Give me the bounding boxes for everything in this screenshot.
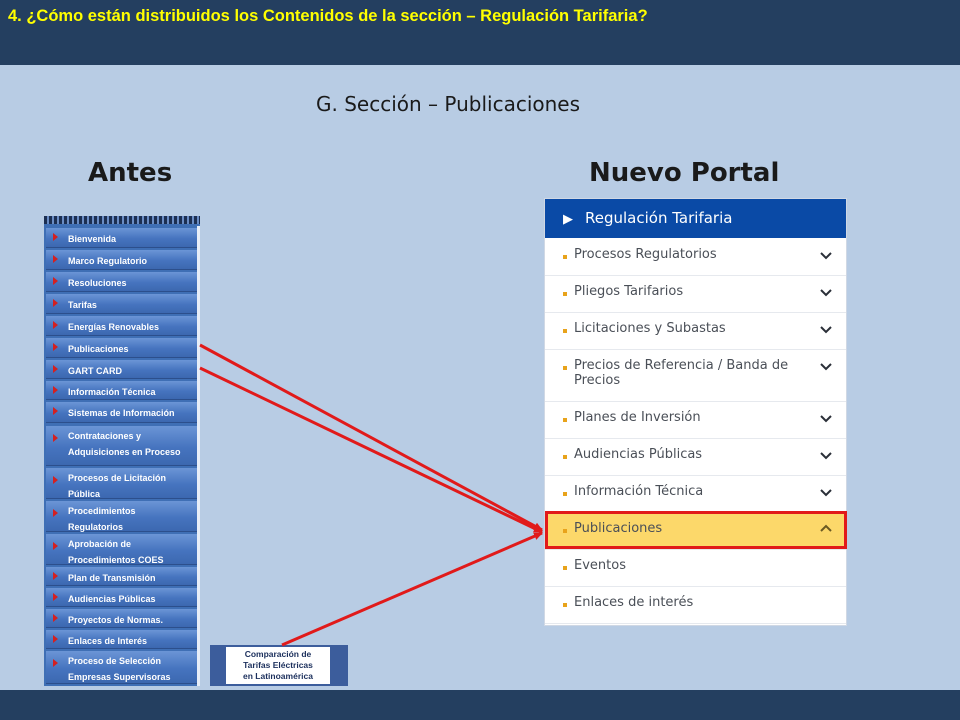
- slide-title: 4. ¿Cómo están distribuidos los Contenidos de la sección – Regulación Tarifaria?: [8, 7, 648, 25]
- old-menu-item-label: Proceso de Selección Empresas Supervisoras: [68, 656, 171, 682]
- old-menu-item-label: Marco Regulatorio: [68, 256, 148, 266]
- new-menu-item-label: Audiencias Públicas: [574, 447, 703, 462]
- new-menu-item-label: Eventos: [574, 558, 626, 573]
- old-menu-item-label: Resoluciones: [68, 278, 127, 288]
- old-menu-item-label: Bienvenida: [68, 234, 117, 244]
- arrow-publicaciones-2: [200, 368, 542, 532]
- old-menu-item-label: Tarifas: [68, 300, 97, 310]
- new-menu-item-label: Enlaces de interés: [574, 595, 694, 610]
- old-menu-item-label: Plan de Transmisión: [68, 573, 156, 583]
- section-title: G. Sección – Publicaciones: [316, 92, 581, 116]
- old-menu-item-label: Proyectos de Normas.: [68, 615, 164, 625]
- heading-new-portal: Nuevo Portal: [589, 158, 780, 188]
- old-menu-item-label: Información Técnica: [68, 387, 156, 397]
- new-menu-item-label: Licitaciones y Subastas: [574, 321, 726, 336]
- old-menu-item-label: Publicaciones: [68, 344, 129, 354]
- play-arrow-icon: ▶: [563, 211, 573, 226]
- new-menu-item-label: Información Técnica: [574, 484, 704, 499]
- arrow-banner: [282, 533, 542, 645]
- old-menu-item-label: GART CARD: [68, 366, 122, 376]
- new-menu-item-label: Procesos Regulatorios: [574, 247, 717, 262]
- old-menu-item-label: Procedimientos Regulatorios: [68, 506, 136, 532]
- old-menu-item-label: Audiencias Públicas: [68, 594, 156, 604]
- new-menu-header-label: Regulación Tarifaria: [585, 209, 733, 227]
- new-menu-item-label: Pliegos Tarifarios: [574, 284, 684, 299]
- heading-before: Antes: [88, 158, 173, 188]
- new-menu-item-label: Publicaciones: [574, 521, 663, 536]
- bottom-bar: [0, 690, 960, 720]
- old-menu-item-label: Contrataciones y Adquisiciones en Proceso: [68, 431, 181, 457]
- old-menu-item-label: Enlaces de Interés: [68, 636, 148, 646]
- arrow-publicaciones-1: [200, 345, 542, 530]
- old-menu-item-label: Energías Renovables: [68, 322, 160, 332]
- new-menu-item-label: Planes de Inversión: [574, 410, 701, 425]
- old-menu-item-label: Procesos de Licitación Pública: [68, 473, 167, 499]
- banner-text: Comparación de Tarifas Eléctricas en Latinoamérica: [243, 649, 313, 681]
- old-menu-item-label: Sistemas de Información: [68, 408, 175, 418]
- old-menu-item-label: Aprobación de Procedimientos COES: [68, 539, 164, 565]
- new-menu-item-label: Precios de Referencia / Banda de Precios: [574, 358, 789, 388]
